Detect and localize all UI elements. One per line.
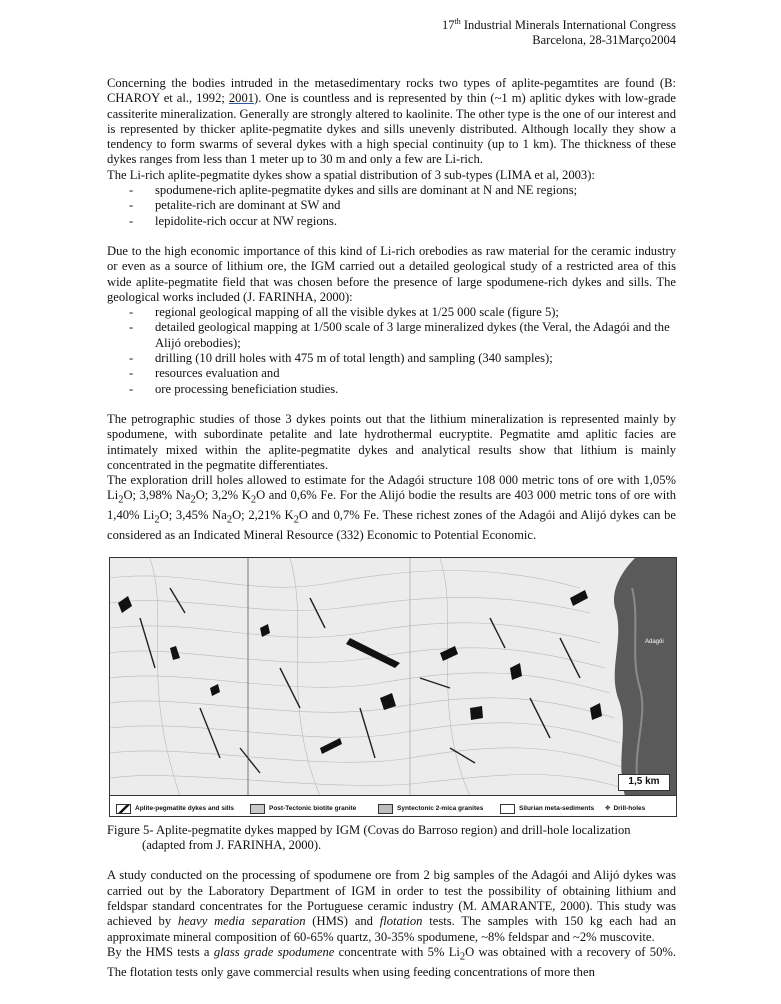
- list-item: - regional geological mapping of all the visible dykes at 1/25 000 scale (figure 5);: [107, 305, 676, 320]
- legend-item-dykes: Aplite-pegmatite dykes and sills: [116, 801, 234, 816]
- header-line-1: 17th Industrial Minerals International Congress: [442, 17, 676, 33]
- map-scale-bar: 1,5 km: [618, 774, 670, 791]
- list-item: - ore processing beneficiation studies.: [107, 382, 676, 397]
- adagoi-map-label: Adagói: [645, 639, 664, 646]
- dykes-swatch: [116, 804, 131, 814]
- list-item: - spodumene-rich aplite-pegmatite dykes and sills are dominant at N and NE regions;: [107, 183, 676, 198]
- header-line-2: Barcelona, 28-31Março2004: [532, 33, 676, 48]
- list-item: - detailed geological mapping at 1/500 scale of 3 large mineralized dykes (the Veral, the Adagói and the Alijó orebodies);: [107, 320, 676, 351]
- list-item: - resources evaluation and: [107, 366, 676, 381]
- geological-map-figure: [109, 557, 677, 817]
- drill-hole-icon: ✥: [605, 805, 611, 813]
- paragraph-4: The petrographic studies of those 3 dykes points out that the lithium mineralization is represented mainly by spodumene, with subordinate petalite and late hydrothermal eucryptite. Pegmatite amd aplitic facies are intimately mixed within the aplite-pegmatite dykes and analytical results show that lithium is mainly concentrated in the pegmatite differentiates.: [107, 411, 676, 472]
- paragraph-6: A study conducted on the processing of spodumene ore from 2 big samples of the Adagói and Alijó dykes was carried out by the Laboratory Department of IGM in order to test the possibility of obtaining lithium and feldspar standard concentrates for the Portuguese ceramic industry (M. AMARANTE, 2000). This study was achieved by heavy media separation (HMS) and flotation tests. The samples with 150 kg each had an approximate mineral composition of 60-65% quartz, 30-35% spodumene, ~8% feldspar and ~2% muscovite.: [107, 868, 676, 944]
- 2-mica-granite-swatch: [378, 804, 393, 814]
- geological-works-list: [107, 305, 676, 397]
- geological-map: [110, 558, 676, 796]
- paragraph-1: Concerning the bodies intruded in the metasedimentary rocks two types of aplite-pegamtites are found (B: CHAROY et al., 1992; 2001). One is countless and is represented by thin (~1 m) aplitic dykes with low-grade cassiterite mineralization. Generally are strongly altered to kaolinite. The other type is the one of our interest and is represented by thicker aplite-pegmatite dykes and sills unevenly distributed. Although locally they show a tendency to form swarms of several dykes with a high special continuity (up to 1 km). The thickness of these dykes ranges from less than 1 meter up to 30 m and only a few are Li-rich.: [107, 76, 676, 167]
- paragraph-7: By the HMS tests a glass grade spodumene concentrate with 5% $Li_2O$ was obtained with a recovery of 50%. The flotation tests only gave commercial results when using feeding concentrations of more then: [107, 944, 677, 979]
- map-legend: [110, 795, 676, 816]
- caption-line-1: Figure 5- Aplite-pegmatite dykes mapped by IGM (Covas do Barroso region) and drill-hole localization: [107, 823, 631, 838]
- meta-sediments-swatch: [500, 804, 515, 814]
- biotite-granite-swatch: [250, 804, 265, 814]
- figure-caption: [107, 823, 676, 853]
- legend-item-2-mica-granites: Syntectonic 2-mica granites: [378, 801, 483, 816]
- citation-link[interactable]: 2001: [228, 91, 255, 106]
- page-header: [442, 14, 676, 48]
- legend-item-meta-sediments: Silurian meta-sediments: [500, 801, 594, 816]
- list-item: - drilling (10 drill holes with 475 m of total length) and sampling (340 samples);: [107, 351, 676, 366]
- paragraph-5: The exploration drill holes allowed to estimate for the Adagói structure 108 000 metric tons of ore with 1,05% $Li_2O$; 3,98% $Na_2O$; 3,2% $K_2O$ and 0,6% Fe. For the Alijó bodie the results are 403 000 metric tons of ore with 1,40% $Li_2O$; 3,45% $Na_2O$; 2,21% $K_2O$ and 0,7% Fe. These richest zones of the Adagói and Alijó dykes can be considered as an Indicated Mineral Resource (332) Economic to Potential Economic.: [107, 473, 677, 543]
- list-item: - lepidolite-rich occur at NW regions.: [107, 214, 676, 229]
- paragraph-2: The Li-rich aplite-pegmatite dykes show a spatial distribution of 3 sub-types (LIMA et al, 2003):: [107, 167, 595, 182]
- paragraph-3: Due to the high economic importance of this kind of Li-rich orebodies as raw material for the ceramic industry or even as a source of lithium ore, the IGM carried out a detailed geological study of a restricted area of this wide aplite-pegmatite field that was chosen before the presence of large spodumene-rich dykes and sills. The geological works included (J. FARINHA, 2000):: [107, 243, 676, 304]
- list-item: - petalite-rich are dominant at SW and: [107, 198, 676, 213]
- legend-item-biotite-granite: Post-Tectonic biotite granite: [250, 801, 356, 816]
- caption-line-2: (adapted from J. FARINHA, 2000).: [142, 838, 322, 853]
- legend-item-drill-holes: ✥ Drill-holes: [605, 805, 646, 813]
- main-text: [107, 76, 676, 980]
- dyke-subtypes-list: [107, 183, 676, 229]
